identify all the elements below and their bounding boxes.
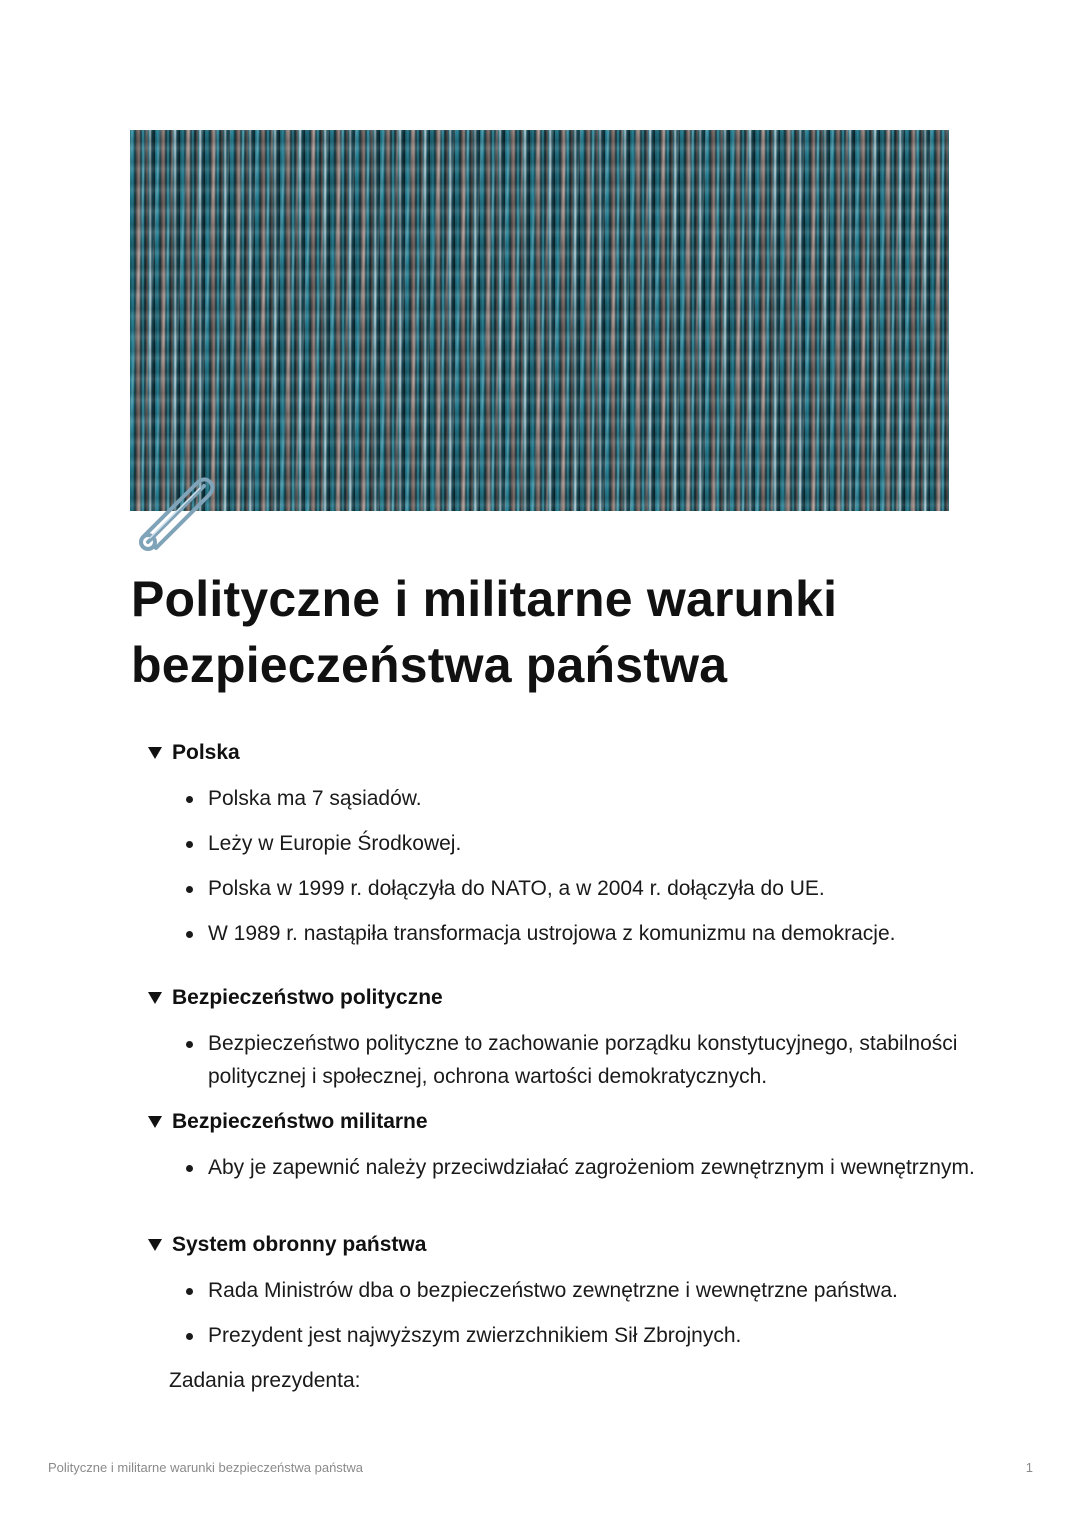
page-title: Polityczne i militarne warunki bezpieczeństwa państwa bbox=[131, 571, 838, 693]
toggle-section-polska bbox=[144, 736, 1004, 981]
toggle-section-bezpieczenstwo-polityczne bbox=[144, 981, 1004, 1105]
bullet-list bbox=[144, 1027, 1004, 1093]
toggle-triangle-icon[interactable] bbox=[148, 1239, 162, 1251]
footer-title: Polityczne i militarne warunki bezpieczeństwa państwa bbox=[48, 1460, 364, 1475]
list-item: W 1989 r. nastąpiła transformacja ustrojowa z komunizmu na demokracje. bbox=[184, 917, 1004, 950]
list-item: Prezydent jest najwyższym zwierzchnikiem Sił Zbrojnych. bbox=[184, 1319, 1004, 1352]
list-item: Bezpieczeństwo polityczne to zachowanie porządku konstytucyjnego, stabilności politycznej i społecznej, ochrona wartości demokratycznych. bbox=[184, 1027, 1004, 1093]
list-item: Polska ma 7 sąsiadów. bbox=[184, 782, 1004, 815]
toggle-header[interactable] bbox=[144, 1228, 1004, 1262]
toggle-heading: System obronny państwa bbox=[172, 1233, 427, 1256]
list-item: Aby je zapewnić należy przeciwdziałać zagrożeniom zewnętrznym i wewnętrznym. bbox=[184, 1151, 1004, 1184]
toggle-header[interactable] bbox=[144, 981, 1004, 1015]
toggle-heading: Bezpieczeństwo militarne bbox=[172, 1110, 428, 1133]
list-item: Rada Ministrów dba o bezpieczeństwo zewnętrzne i wewnętrzne państwa. bbox=[184, 1274, 1004, 1307]
toggle-section-bezpieczenstwo-militarne bbox=[144, 1105, 1004, 1228]
toggle-heading: Polska bbox=[172, 741, 240, 764]
toggle-header[interactable] bbox=[144, 736, 1004, 770]
bullet-list bbox=[144, 1151, 1004, 1184]
list-item: Leży w Europie Środkowej. bbox=[184, 827, 1004, 860]
bullet-list bbox=[144, 782, 1004, 950]
toggle-triangle-icon[interactable] bbox=[148, 1116, 162, 1128]
cover-image bbox=[130, 130, 949, 511]
paragraph-text: Zadania prezydenta: bbox=[169, 1369, 361, 1392]
toggle-header[interactable] bbox=[144, 1105, 1004, 1139]
toggle-heading: Bezpieczeństwo polityczne bbox=[172, 986, 443, 1009]
page-footer bbox=[48, 1460, 1033, 1475]
toggle-triangle-icon[interactable] bbox=[148, 747, 162, 759]
toggle-section-system-obronny bbox=[144, 1228, 1004, 1397]
list-item: Polska w 1999 r. dołączyła do NATO, a w 2004 r. dołączyła do UE. bbox=[184, 872, 1004, 905]
safety-pin-icon bbox=[134, 472, 218, 556]
page-number: 1 bbox=[1025, 1460, 1033, 1475]
page-content bbox=[144, 736, 1004, 1397]
bullet-list bbox=[144, 1274, 1004, 1352]
toggle-triangle-icon[interactable] bbox=[148, 992, 162, 1004]
